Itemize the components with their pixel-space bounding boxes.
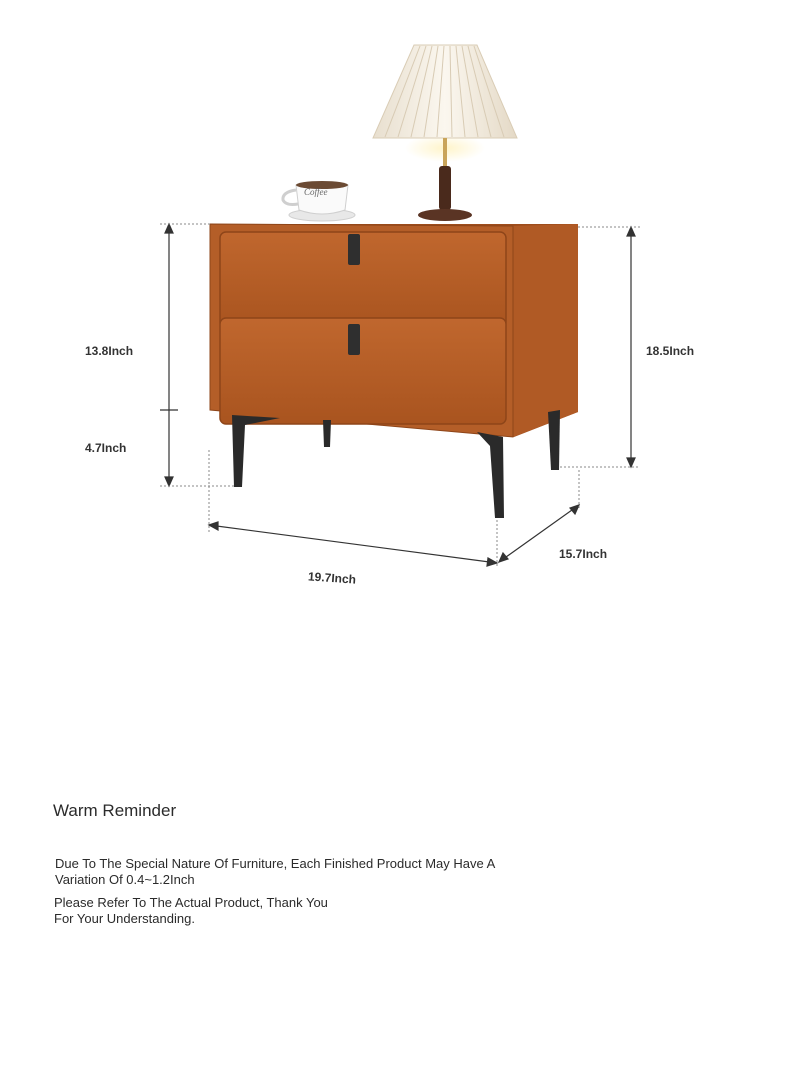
bottom-drawer xyxy=(220,318,506,424)
cup-text: Coffee xyxy=(304,187,328,197)
nightstand-cabinet xyxy=(210,224,578,437)
bottom-drawer-handle xyxy=(348,324,360,355)
leg-height-label: 4.7Inch xyxy=(85,441,127,455)
top-drawer-handle xyxy=(348,234,360,265)
width-label: 19.7Inch xyxy=(307,569,357,587)
reminder-line-3: Please Refer To The Actual Product, Thank You xyxy=(54,895,328,910)
total-height-label: 18.5Inch xyxy=(646,344,695,358)
drawer-height-label: 13.8Inch xyxy=(85,344,134,358)
top-drawer xyxy=(220,232,506,328)
reminder-title: Warm Reminder xyxy=(53,801,177,820)
reminder-line-2: Variation Of 0.4~1.2Inch xyxy=(55,872,195,887)
reminder-line-1: Due To The Special Nature Of Furniture, Each Finished Product May Have A xyxy=(55,856,496,871)
reminder-paragraph-2 xyxy=(54,895,374,927)
reminder-line-4: For Your Understanding. xyxy=(54,911,195,926)
reminder-paragraph-1 xyxy=(55,856,575,888)
table-lamp xyxy=(373,45,517,221)
coffee-cup xyxy=(283,181,355,221)
depth-label: 15.7Inch xyxy=(559,547,608,561)
